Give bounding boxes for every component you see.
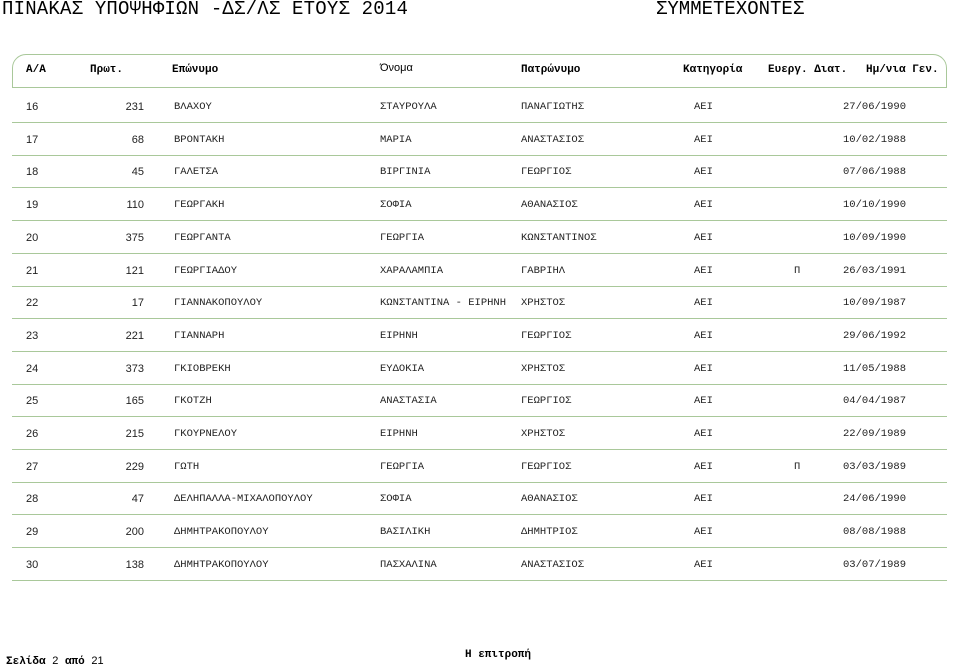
page-label: Σελίδα (6, 656, 46, 668)
row-divider (12, 187, 947, 188)
cell-aa: 20 (26, 231, 39, 244)
cell-birth: 29/06/1992 (843, 329, 907, 342)
cell-birth: 24/06/1990 (843, 493, 907, 506)
row-divider (12, 351, 947, 352)
cell-prot: 138 (125, 558, 144, 571)
cell-name: ΣΟΦΙΑ (380, 493, 412, 506)
cell-prot: 165 (125, 395, 144, 408)
cell-surname: ΓΙΑΝΝΑΚΟΠΟΥΛΟΥ (174, 297, 263, 310)
cell-aa: 18 (26, 166, 39, 179)
cell-surname: ΔΕΛΗΠΑΛΛΑ-ΜΙΧΑΛΟΠΟΥΛΟΥ (174, 493, 313, 506)
page-total: 21 (91, 655, 104, 667)
cell-prot: 231 (125, 101, 144, 113)
cell-birth: 10/09/1990 (843, 231, 907, 244)
cell-category: ΑΕΙ (694, 231, 713, 244)
cell-prot: 121 (125, 264, 144, 277)
cell-category: ΑΕΙ (694, 199, 713, 212)
cell-father: ΓΕΩΡΓΙΟΣ (521, 395, 572, 408)
cell-name: ΠΑΣΧΑΛΙΝΑ (380, 558, 437, 571)
cell-birth: 03/03/1989 (843, 460, 907, 473)
cell-name: ΣΤΑΥΡΟΥΛΑ (380, 101, 437, 113)
cell-father: ΓΕΩΡΓΙΟΣ (521, 329, 572, 342)
cell-aa: 29 (26, 526, 39, 539)
cell-prot: 47 (131, 493, 144, 506)
cell-aa: 27 (26, 460, 39, 473)
page-current: 2 (52, 655, 59, 667)
row-divider (12, 286, 947, 287)
cell-aa: 26 (26, 428, 39, 440)
cell-prot: 68 (131, 133, 144, 146)
cell-surname: ΓΚΟΥΡΝΕΛΟΥ (174, 428, 238, 440)
cell-aa: 24 (26, 362, 39, 375)
page-title: ΠΙΝΑΚΑΣ ΥΠΟΨΗΦΙΩΝ -ΔΣ/ΛΣ ΕΤΟΥΣ 2014 (2, 0, 409, 20)
cell-aa: 16 (26, 101, 39, 113)
cell-father: ΑΘΑΝΑΣΙΟΣ (521, 199, 578, 212)
cell-category: ΑΕΙ (694, 428, 713, 440)
cell-name: ΜΑΡΙΑ (380, 133, 412, 146)
cell-surname: ΔΗΜΗΤΡΑΚΟΠΟΥΛΟΥ (174, 526, 269, 539)
cell-father: ΑΘΑΝΑΣΙΟΣ (521, 493, 578, 506)
cell-father: ΑΝΑΣΤΑΣΙΟΣ (521, 558, 585, 571)
cell-category: ΑΕΙ (694, 133, 713, 146)
cell-name: ΕΥΔΟΚΙΑ (380, 362, 425, 375)
row-divider (12, 253, 947, 254)
row-divider (12, 580, 947, 581)
row-divider (12, 220, 947, 221)
cell-category: ΑΕΙ (694, 329, 713, 342)
cell-father: ΑΝΑΣΤΑΣΙΟΣ (521, 133, 585, 146)
row-divider (12, 547, 947, 548)
col-header-birth: Ημ/νια Γεν. (866, 64, 939, 76)
page-of: από (64, 656, 85, 668)
cell-prot: 110 (126, 199, 144, 212)
cell-name: ΧΑΡΑΛΑΜΠΙΑ (380, 264, 444, 277)
cell-category: ΑΕΙ (694, 297, 713, 310)
cell-category: ΑΕΙ (694, 166, 713, 179)
cell-aa: 17 (26, 133, 39, 146)
cell-birth: 08/08/1988 (843, 526, 907, 539)
cell-category: ΑΕΙ (694, 395, 713, 408)
cell-aa: 19 (26, 199, 39, 212)
cell-father: ΠΑΝΑΓΙΩΤΗΣ (521, 101, 585, 113)
cell-surname: ΓΩΤΗ (174, 460, 200, 473)
cell-father: ΚΩΝΣΤΑΝΤΙΝΟΣ (521, 231, 597, 244)
cell-name: ΑΝΑΣΤΑΣΙΑ (380, 395, 437, 408)
col-header-benefit: Ευεργ. Διατ. (768, 64, 848, 76)
cell-birth: 10/10/1990 (843, 199, 907, 212)
cell-surname: ΒΡΟΝΤΑΚΗ (174, 133, 225, 146)
cell-surname: ΓΕΩΡΓΙΑΔΟΥ (174, 264, 238, 277)
col-header-surname: Επώνυμο (172, 64, 219, 76)
row-divider (12, 482, 947, 483)
row-divider (12, 384, 947, 385)
cell-category: ΑΕΙ (694, 558, 713, 571)
cell-prot: 373 (125, 362, 144, 375)
cell-name: ΒΙΡΓΙΝΙΑ (380, 166, 431, 179)
cell-aa: 25 (26, 395, 39, 408)
cell-category: ΑΕΙ (694, 526, 713, 539)
cell-aa: 21 (26, 264, 39, 277)
cell-surname: ΓΚΙΟΒΡΕΚΗ (174, 362, 231, 375)
cell-prot: 229 (125, 460, 144, 473)
cell-birth: 07/06/1988 (843, 166, 907, 179)
cell-birth: 26/03/1991 (843, 264, 907, 277)
cell-category: ΑΕΙ (694, 460, 713, 473)
cell-father: ΓΕΩΡΓΙΟΣ (521, 460, 572, 473)
cell-prot: 17 (131, 297, 144, 310)
committee-label: Η επιτροπή (465, 649, 532, 661)
cell-birth: 27/06/1990 (843, 101, 907, 113)
row-divider (12, 155, 947, 156)
cell-father: ΓΕΩΡΓΙΟΣ (521, 166, 572, 179)
cell-surname: ΓΕΩΡΓΑΚΗ (174, 199, 225, 212)
cell-aa: 23 (26, 329, 39, 342)
cell-birth: 10/02/1988 (843, 133, 907, 146)
cell-name: ΚΩΝΣΤΑΝΤΙΝΑ - ΕΙΡΗΝΗ (380, 297, 507, 310)
cell-prot: 215 (125, 428, 144, 440)
cell-surname: ΒΛΑΧΟΥ (174, 101, 212, 113)
cell-father: ΧΡΗΣΤΟΣ (521, 362, 566, 375)
col-header-prot: Πρωτ. (90, 64, 124, 76)
cell-surname: ΓΑΛΕΤΣΑ (174, 166, 219, 179)
cell-father: ΓΑΒΡΙΗΛ (521, 264, 566, 277)
cell-father: ΔΗΜΗΤΡΙΟΣ (521, 526, 578, 539)
cell-birth: 04/04/1987 (843, 395, 907, 408)
cell-category: ΑΕΙ (694, 362, 713, 375)
cell-surname: ΓΙΑΝΝΑΡΗ (174, 329, 225, 342)
col-header-category: Κατηγορία (683, 64, 743, 76)
cell-category: ΑΕΙ (694, 264, 713, 277)
cell-name: ΓΕΩΡΓΙΑ (380, 460, 425, 473)
cell-benefit: Π (794, 264, 801, 277)
cell-category: ΑΕΙ (694, 493, 713, 506)
row-divider (12, 318, 947, 319)
row-divider (12, 122, 947, 123)
cell-birth: 22/09/1989 (843, 428, 907, 440)
cell-aa: 28 (26, 493, 39, 506)
page-counter (6, 655, 104, 668)
cell-father: ΧΡΗΣΤΟΣ (521, 297, 566, 310)
cell-birth: 03/07/1989 (843, 558, 907, 571)
col-header-name: Όνομα (380, 62, 413, 74)
page-subtitle: ΣΥΜΜΕΤΕΧΟΝΤΕΣ (656, 0, 805, 20)
cell-surname: ΓΕΩΡΓΑΝΤΑ (174, 231, 231, 244)
cell-name: ΓΕΩΡΓΙΑ (380, 231, 425, 244)
cell-birth: 10/09/1987 (843, 297, 907, 310)
col-header-aa: Α/Α (26, 64, 46, 76)
cell-prot: 200 (125, 526, 144, 539)
cell-birth: 11/05/1988 (843, 362, 907, 375)
cell-prot: 375 (125, 231, 144, 244)
cell-name: ΣΟΦΙΑ (380, 199, 412, 212)
cell-surname: ΓΚΟΤΖΗ (174, 395, 212, 408)
cell-name: ΕΙΡΗΝΗ (380, 428, 418, 440)
row-divider (12, 514, 947, 515)
row-divider (12, 416, 947, 417)
cell-prot: 221 (125, 329, 144, 342)
cell-category: ΑΕΙ (694, 101, 713, 113)
col-header-father: Πατρώνυμο (521, 64, 581, 76)
cell-name: ΕΙΡΗΝΗ (380, 329, 418, 342)
cell-aa: 22 (26, 297, 39, 310)
cell-prot: 45 (131, 166, 144, 179)
cell-aa: 30 (26, 558, 39, 571)
cell-name: ΒΑΣΙΛΙΚΗ (380, 526, 431, 539)
cell-father: ΧΡΗΣΤΟΣ (521, 428, 566, 440)
row-divider (12, 449, 947, 450)
cell-benefit: Π (794, 460, 801, 473)
cell-surname: ΔΗΜΗΤΡΑΚΟΠΟΥΛΟΥ (174, 558, 269, 571)
